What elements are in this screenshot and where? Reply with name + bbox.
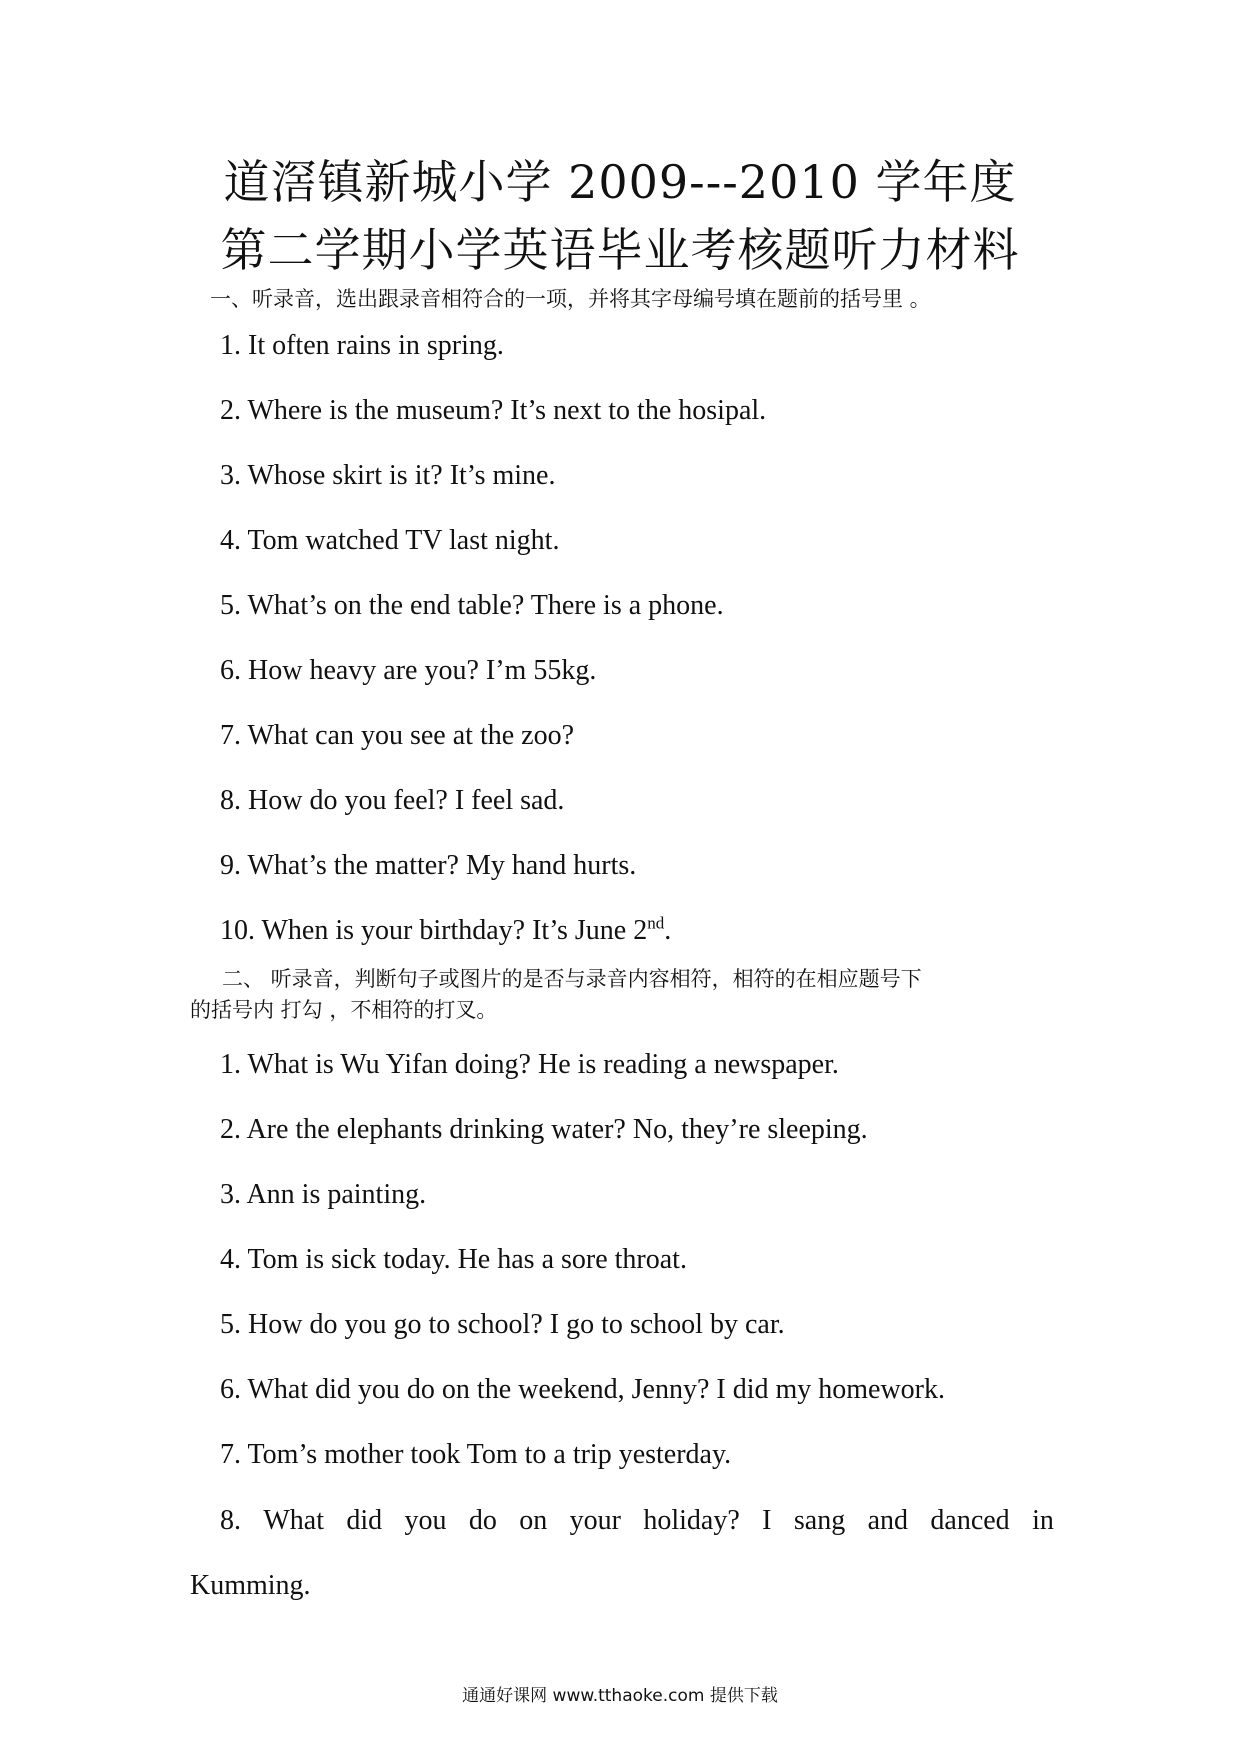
section-2-item: 7. Tom’s mother took Tom to a trip yesterday. bbox=[220, 1439, 732, 1470]
section-2-item: 6. What did you do on the weekend, Jenny? I did my homework. bbox=[220, 1374, 946, 1405]
section-1-item-10 bbox=[220, 913, 671, 949]
word: What bbox=[263, 1505, 325, 1536]
word: your bbox=[569, 1505, 621, 1536]
section-2-item: 3. Ann is painting. bbox=[220, 1179, 427, 1210]
page-title-line-2: 第二学期小学英语毕业考核题听力材料 bbox=[220, 223, 1020, 277]
section-1-item: 4. Tom watched TV last night. bbox=[220, 525, 560, 556]
word: on bbox=[519, 1505, 548, 1536]
word: 8. bbox=[220, 1505, 241, 1536]
word: I bbox=[762, 1505, 772, 1536]
word: in bbox=[1032, 1505, 1054, 1536]
word: holiday? bbox=[643, 1505, 740, 1536]
word: do bbox=[468, 1505, 497, 1536]
section-2-instruction-line-2: 的括号内 打勾 ，不相符的打叉。 bbox=[190, 998, 498, 1022]
page-title-line-1: 道滘镇新城小学 2009---2010 学年度 bbox=[223, 155, 1017, 209]
word: danced bbox=[930, 1505, 1010, 1536]
section-1-instruction: 一、听录音，选出跟录音相符合的一项，并将其字母编号填在题前的括号里 。 bbox=[210, 287, 931, 311]
section-1-item: 3. Whose skirt is it? It’s mine. bbox=[220, 460, 556, 491]
section-2-item-8-continuation: Kumming. bbox=[190, 1570, 311, 1601]
section-1-item: 5. What’s on the end table? There is a phone. bbox=[220, 590, 724, 621]
section-1-item: 7. What can you see at the zoo? bbox=[220, 720, 575, 751]
item-10-text: 10. When is your birthday? It’s June 2 bbox=[220, 915, 648, 946]
item-10-superscript: nd bbox=[647, 913, 665, 933]
section-2-item: 4. Tom is sick today. He has a sore throat. bbox=[220, 1244, 687, 1275]
section-2-instruction-line-1: 二、 听录音，判断句子或图片的是否与录音内容相符，相符的在相应题号下 bbox=[222, 967, 922, 991]
word: did bbox=[346, 1505, 383, 1536]
section-2-item-8 bbox=[220, 1503, 1054, 1539]
section-2-item: 5. How do you go to school? I go to school by car. bbox=[220, 1309, 785, 1340]
section-2-item: 1. What is Wu Yifan doing? He is reading a newspaper. bbox=[220, 1049, 839, 1080]
section-1-item: 2. Where is the museum? It’s next to the hosipal. bbox=[220, 395, 767, 426]
word: you bbox=[404, 1505, 447, 1536]
footer-credit: 通通好课网 www.tthaoke.com 提供下载 bbox=[462, 1686, 778, 1706]
section-1-item: 6. How heavy are you? I’m 55kg. bbox=[220, 655, 597, 686]
section-1-item: 9. What’s the matter? My hand hurts. bbox=[220, 850, 637, 881]
word: and bbox=[867, 1505, 909, 1536]
word: sang bbox=[793, 1505, 846, 1536]
item-10-period: . bbox=[664, 915, 672, 946]
section-2-item: 2. Are the elephants drinking water? No, they’re sleeping. bbox=[220, 1114, 868, 1145]
section-1-item: 1. It often rains in spring. bbox=[220, 330, 504, 361]
section-1-item: 8. How do you feel? I feel sad. bbox=[220, 785, 565, 816]
